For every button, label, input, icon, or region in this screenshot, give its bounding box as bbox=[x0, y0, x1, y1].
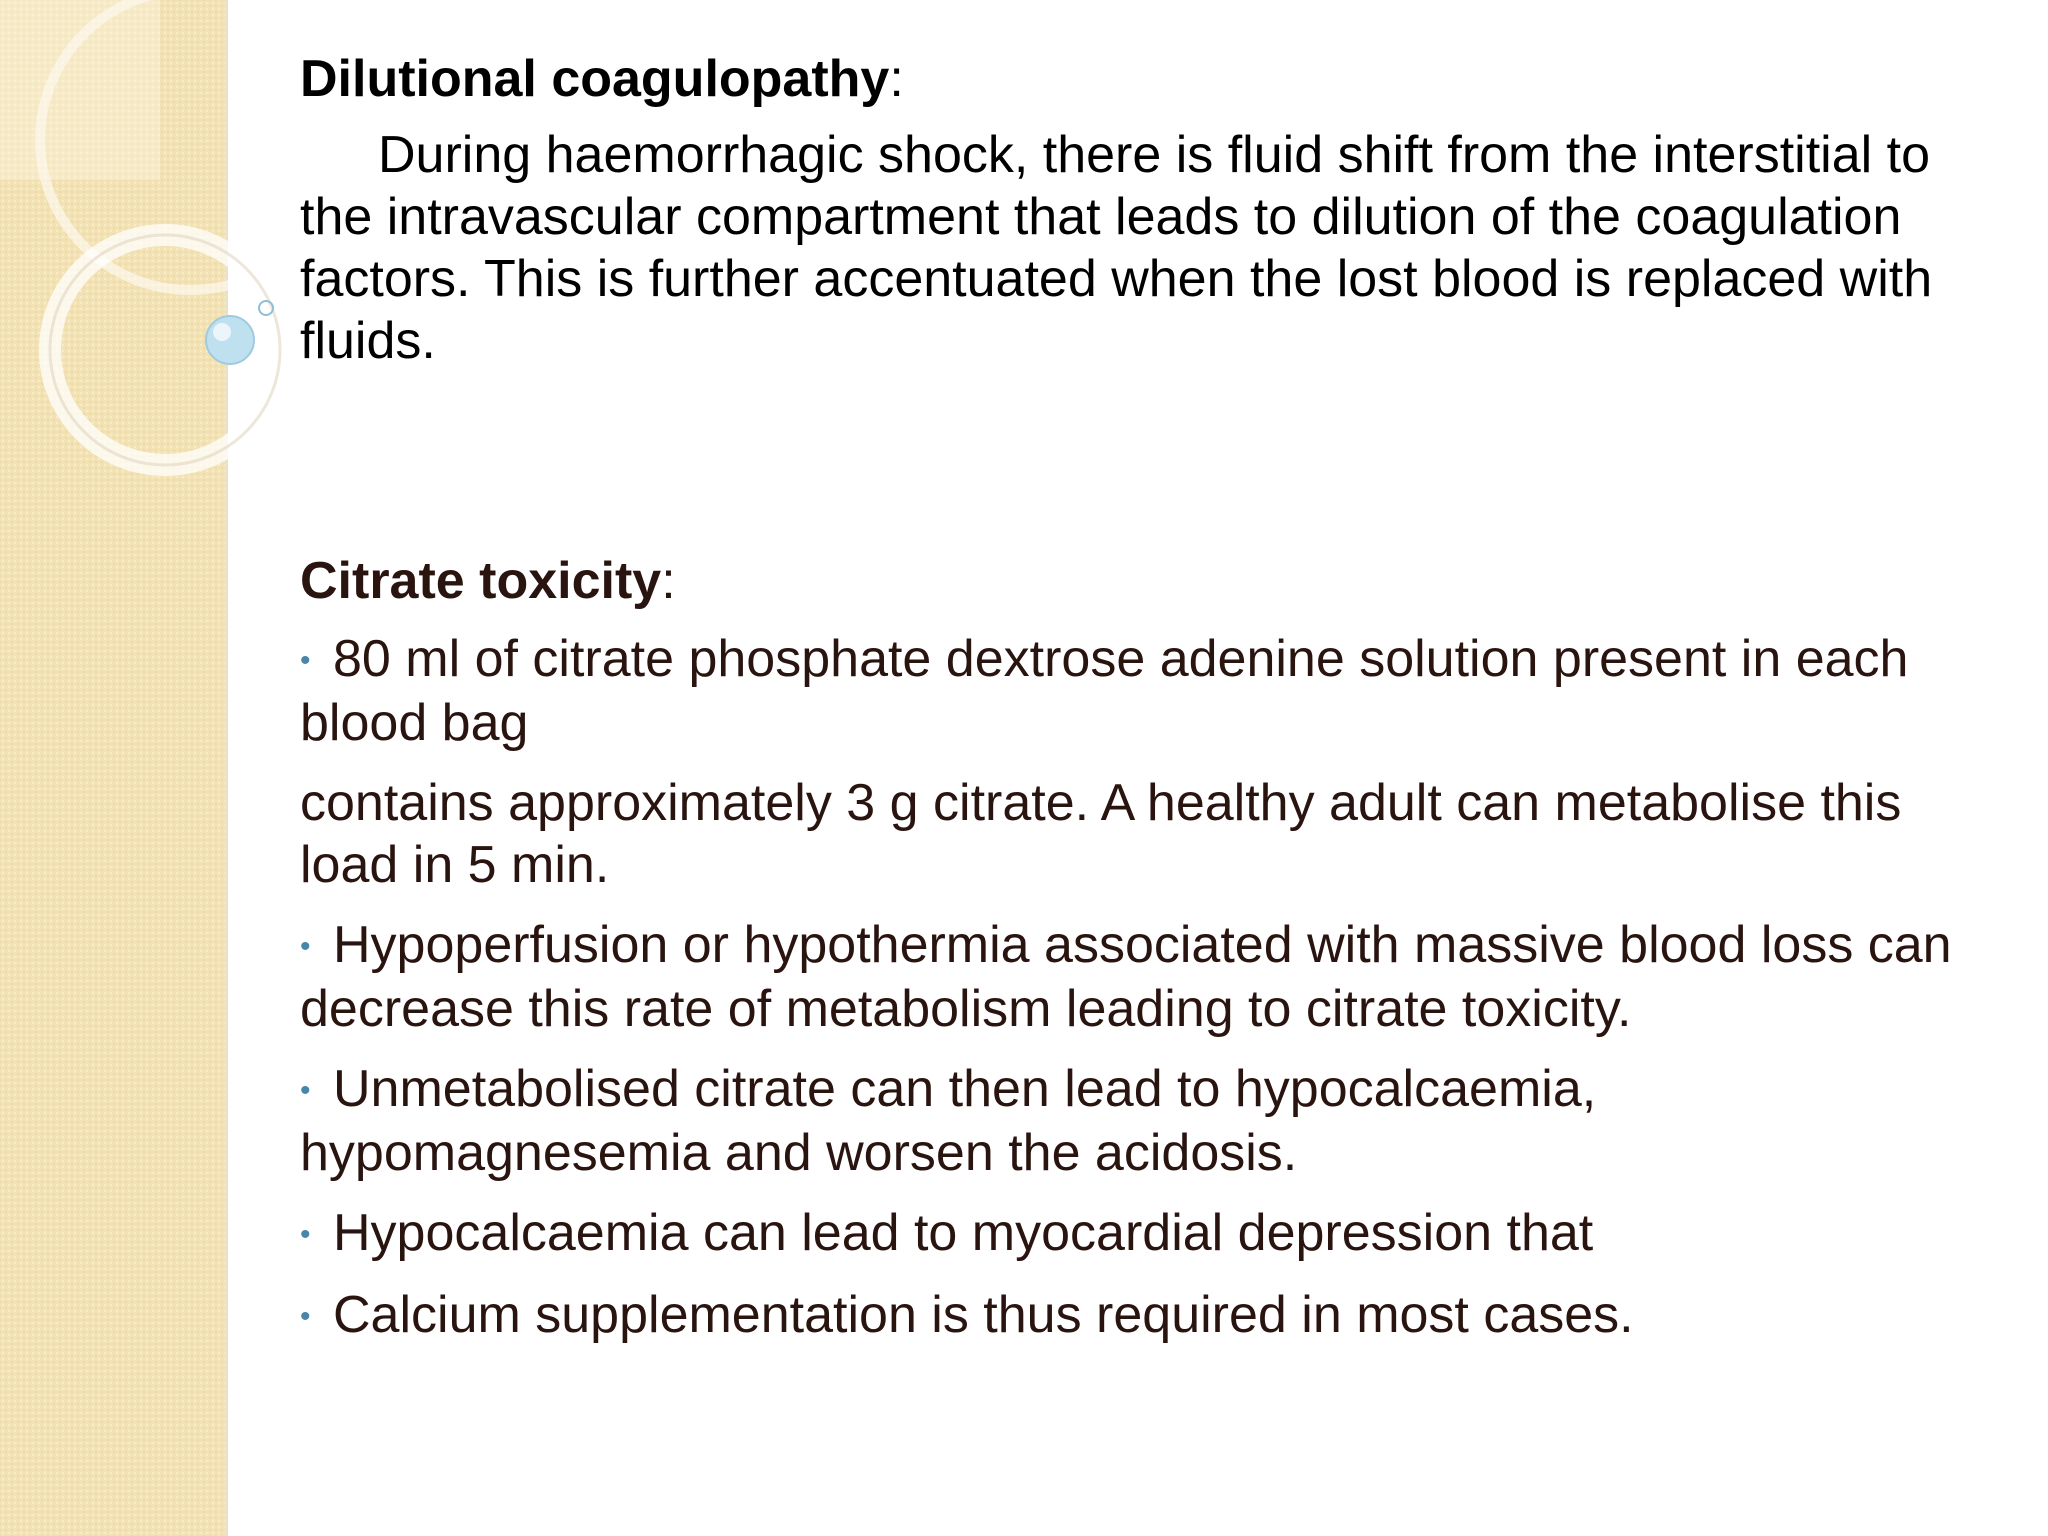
bullet-text: Unmetabolised citrate can then lead to hypocalcaemia, hypomagnesemia and worsen the acidosis. bbox=[300, 1060, 1597, 1182]
bullet-icon: • bbox=[300, 644, 311, 677]
bullet-icon: • bbox=[300, 930, 311, 963]
dilutional-paragraph: During haemorrhagic shock, there is fluid shift from the interstitial to the intravascular compartment that leads to dilution of the coagulation factors. This is further accentuated when the lost blood is replaced with fluids. bbox=[300, 126, 1933, 370]
bullet-item bbox=[300, 628, 2000, 754]
bullet-icon: • bbox=[300, 1074, 311, 1107]
bullet-text: Hypocalcaemia can lead to myocardial depression that bbox=[333, 1204, 1594, 1262]
heading-dilutional-colon: : bbox=[889, 50, 904, 108]
heading-dilutional-coagulopathy bbox=[300, 48, 2000, 110]
heading-citrate-toxicity bbox=[300, 550, 2000, 612]
bullet-text: Calcium supplementation is thus required in most cases. bbox=[333, 1286, 1634, 1344]
heading-citrate-label: Citrate toxicity bbox=[300, 552, 662, 610]
bullet-item bbox=[300, 1058, 2000, 1184]
bullet-item bbox=[300, 1202, 2000, 1266]
continuation-text: contains approximately 3 g citrate. A healthy adult can metabolise this load in 5 min. bbox=[300, 774, 1902, 894]
decorative-rings-icon bbox=[0, 0, 300, 520]
bullet-item bbox=[300, 914, 2000, 1040]
bullet-icon: • bbox=[300, 1218, 311, 1251]
heading-citrate-colon: : bbox=[661, 552, 676, 610]
bullet-item bbox=[300, 1284, 2000, 1348]
bullet-text: 80 ml of citrate phosphate dextrose adenine solution present in each blood bag bbox=[300, 630, 1909, 752]
citrate-section bbox=[300, 550, 2000, 1348]
heading-dilutional-label: Dilutional coagulopathy bbox=[300, 50, 890, 108]
bullet-text: Hypoperfusion or hypothermia associated with massive blood loss can decrease this rate of metabolism leading to citrate toxicity. bbox=[300, 916, 1952, 1038]
bullet-icon: • bbox=[300, 1300, 311, 1333]
slide-content bbox=[300, 48, 2000, 1348]
